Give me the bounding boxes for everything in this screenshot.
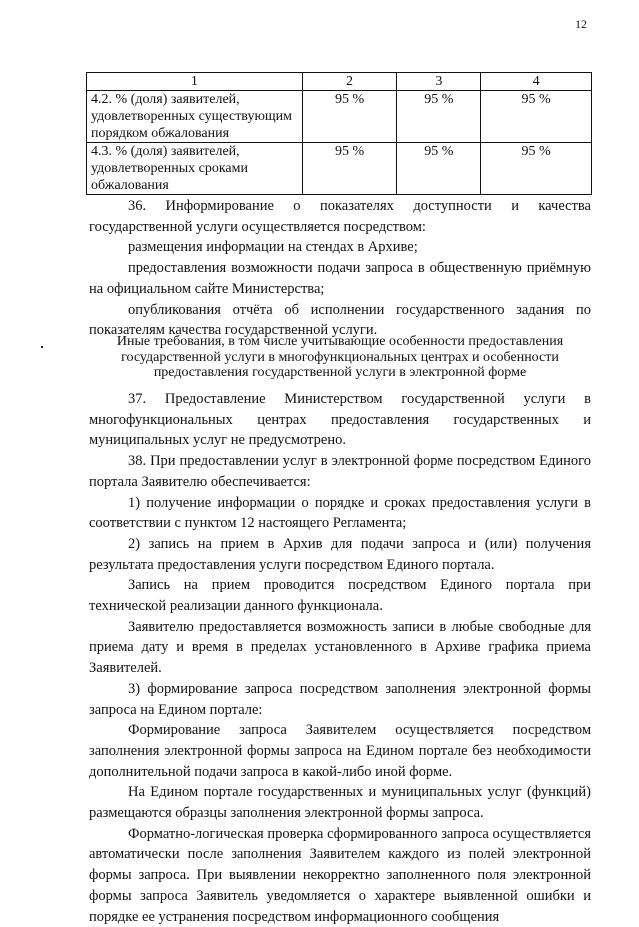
table-cell: 95 % <box>481 91 592 143</box>
section-36 <box>89 196 591 341</box>
section-37-38 <box>89 389 591 927</box>
paragraph: 3) формирование запроса посредством заполнения электронной формы запроса на Едином портале: <box>89 680 591 718</box>
paragraph: опубликования отчёта об исполнении государственного задания по показателям качества государственной услуги. <box>89 301 591 339</box>
table-cell: 95 % <box>397 143 481 195</box>
table-cell: 95 % <box>302 91 397 143</box>
paragraph: Запись на прием проводится посредством Единого портала при технической реализации данного функционала. <box>89 577 591 615</box>
indicators-table <box>86 72 592 195</box>
paragraph: размещения информации на стендах в Архиве; <box>128 239 418 256</box>
table-row <box>87 91 592 143</box>
paragraph: 38. При предоставлении услуг в электронной форме посредством Единого портала Заявителю обеспечивается: <box>89 453 591 490</box>
table-row-label: 4.3. % (доля) заявителей, удовлетворенных сроками обжалования <box>87 143 303 195</box>
table-header-cell: 2 <box>302 73 397 91</box>
paragraph: На Едином портале государственных и муниципальных услуг (функций) размещаются образцы заполнения электронной формы запроса. <box>89 784 591 822</box>
table-cell: 95 % <box>397 91 481 143</box>
table-header-cell: 1 <box>87 73 303 91</box>
paragraph: 37. Предоставление Министерством государственной услуги в многофункциональных центрах предоставления государственных и муниципальных услуг не предусмотрено. <box>89 391 591 449</box>
section-heading: Иные требования, в том числе учитывающие особенности предоставления государственной услуги в многофункциональных центрах и особенности предоставления государственной услуги в электронной форме <box>116 334 564 380</box>
paragraph: Формирование запроса Заявителем осуществляется посредством заполнения электронной формы запроса на Едином портале без необходимости дополнительной подачи запроса в какой-либо иной форме. <box>89 722 591 780</box>
table-header-cell: 4 <box>481 73 592 91</box>
paragraph: Заявителю предоставляется возможность записи в любые свободные для приема дату и время в пределах установленного в Архиве графика приема Заявителей. <box>89 618 591 677</box>
paragraph: 2) запись на прием в Архив для подачи запроса и (или) получения результата предоставления услуги посредством Единого портала. <box>89 535 591 573</box>
paragraph: 1) получение информации о порядке и сроках предоставления услуги в соответствии с пунктом 12 настоящего Регламента; <box>89 494 591 532</box>
table-header-cell: 3 <box>397 73 481 91</box>
table-cell: 95 % <box>302 143 397 195</box>
table-row <box>87 143 592 195</box>
table-row-label: 4.2. % (доля) заявителей, удовлетворенных существующим порядком обжалования <box>87 91 303 143</box>
paragraph: предоставления возможности подачи запроса в общественную приёмную на официальном сайте Министерства; <box>89 260 591 297</box>
table-cell: 95 % <box>481 143 592 195</box>
paragraph: Форматно-логическая проверка сформированного запроса осуществляется автоматически после заполнения Заявителем каждого из полей электронной формы запроса. При выявлении некорректно заполненного поля электронной формы запроса Заявитель уведомляется о характере выявленной ошибки и порядке ее устранения посредством информационного сообщения <box>89 825 591 925</box>
table-header-row <box>87 73 592 91</box>
page-number: 12 <box>575 17 587 31</box>
scan-speck <box>41 346 43 348</box>
paragraph: 36. Информирование о показателях доступности и качества государственной услуги осуществляется посредством: <box>89 198 591 235</box>
